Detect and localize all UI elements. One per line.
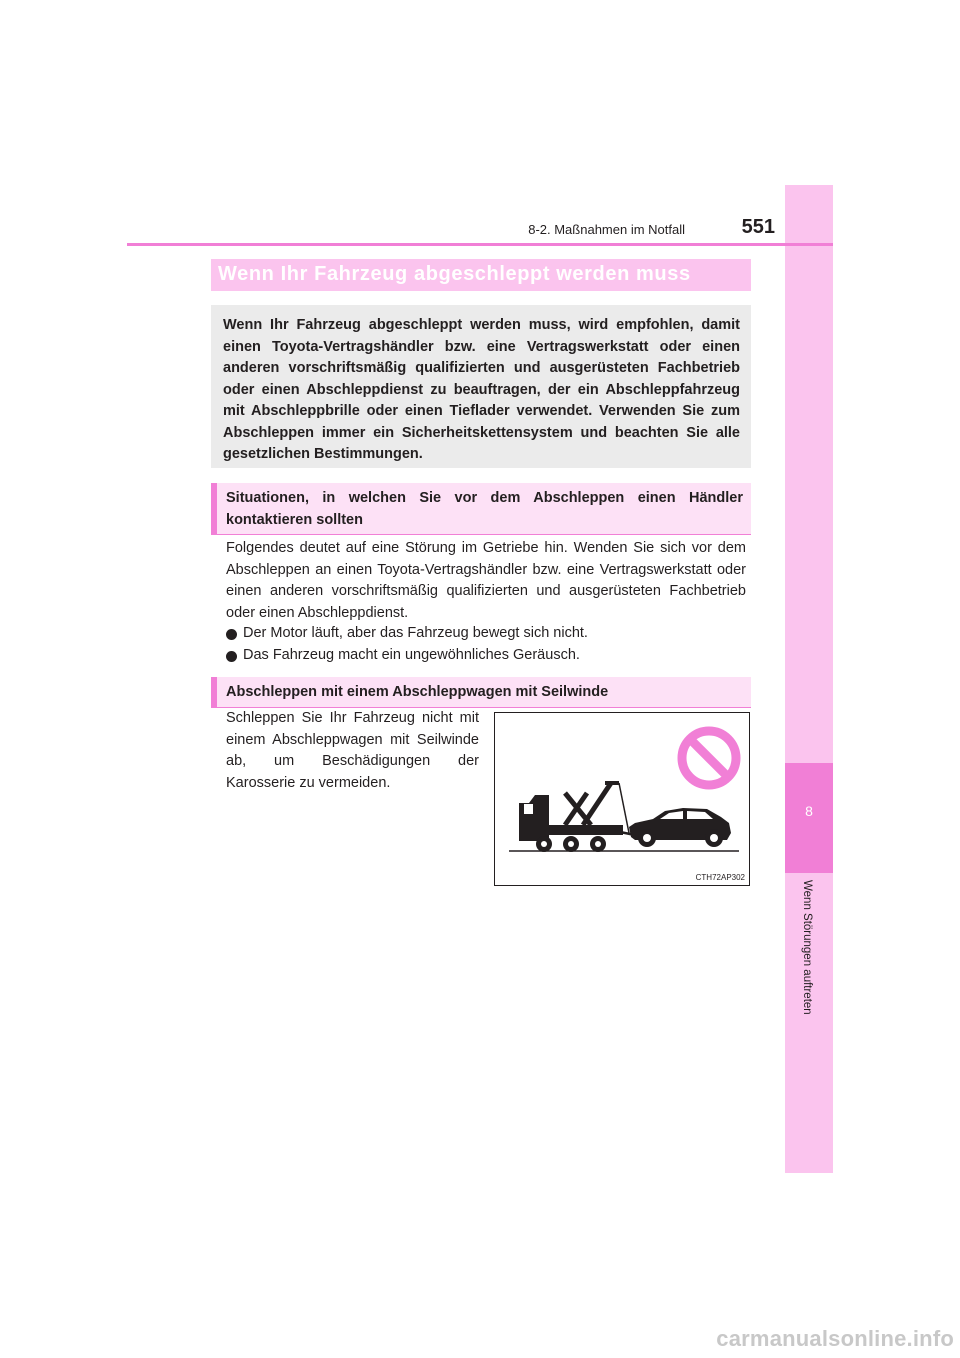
bullet-icon [226, 651, 237, 662]
header-rule [127, 243, 833, 246]
tow-truck-drawing [495, 713, 749, 885]
section-heading-winch [211, 677, 751, 708]
section-heading-dealer [211, 483, 751, 535]
section-paragraph: Schleppen Sie Ihr Fahrzeug nicht mit einem Abschleppwagen mit Seilwinde ab, um Beschädigungen der Karosserie zu vermeiden. [226, 710, 479, 791]
section-paragraph: Folgendes deutet auf eine Störung im Getriebe hin. Wenden Sie sich vor dem Abschleppen an einen Toyota-Vertragshändler bzw. eine Vertragswerkstatt oder einen anderen vorschriftsmäßig qualifizierten und ausgerüsteten Fachbetrieb oder einen Abschleppdienst. [226, 540, 746, 621]
page-title: Wenn Ihr Fahrzeug abgeschleppt werden muss [218, 263, 691, 285]
heading-accent-bar [211, 483, 217, 534]
chapter-title: Wenn Störungen auftreten [801, 880, 813, 1015]
header-section-title: 8-2. Maßnahmen im Notfall [528, 222, 685, 237]
car-icon [629, 808, 731, 847]
intro-box [211, 305, 751, 468]
chapter-title-vertical [800, 880, 818, 1015]
chapter-side-tab [785, 185, 833, 1173]
chapter-number: 8 [805, 803, 813, 819]
figure-code: CTH72AP302 [695, 873, 745, 882]
intro-text: Wenn Ihr Fahrzeug abgeschleppt werden muss, wird empfohlen, damit einen Toyota-Vertragshändler bzw. eine Vertragswerkstatt oder einen anderen vorschriftsmäßig qualifizierten und ausgerüsteten Fachbetrieb oder einen Abschleppdienst zu beauftragen, der ein Abschleppfahrzeug mit Abschleppbrille oder einen Tieflader verwendet. Verwenden Sie zum Abschleppen immer ein Sicherheitskettensystem und beachten Sie alle gesetzlichen Bestimmungen. [223, 317, 740, 462]
chapter-number-tab [785, 763, 833, 873]
watermark: carmanualsonline.info [716, 1326, 954, 1351]
page-number: 551 [741, 216, 775, 238]
page-title-bar [211, 259, 751, 291]
tow-truck-icon [519, 783, 635, 852]
heading-accent-bar [211, 677, 217, 707]
section-heading-text: Situationen, in welchen Sie vor dem Abschleppen einen Händler kontaktieren sollten [226, 490, 743, 528]
list-item-text: Das Fahrzeug macht ein ungewöhnliches Geräusch. [243, 647, 580, 663]
section-heading-text: Abschleppen mit einem Abschleppwagen mit Seilwinde [226, 684, 609, 700]
prohibition-icon [682, 731, 736, 785]
list-item-text: Der Motor läuft, aber das Fahrzeug bewegt sich nicht. [243, 625, 588, 641]
tow-truck-illustration [494, 712, 750, 886]
bullet-icon [226, 629, 237, 640]
